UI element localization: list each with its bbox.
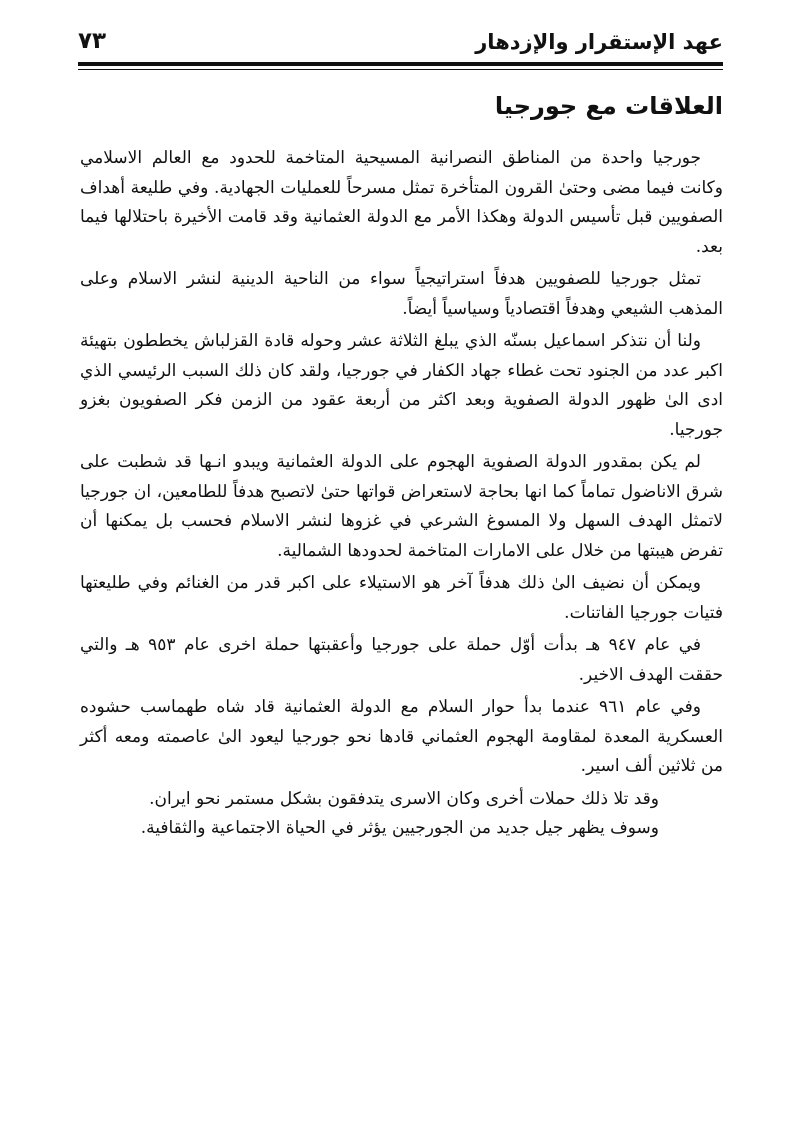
body-text bbox=[80, 144, 723, 844]
paragraph: ويمكن أن نضيف الىٰ ذلك هدفاً آخر هو الاستيلاء على اكبر قدر من الغنائم وفي طليعتها فتيات جورجيا الفاتنات. bbox=[80, 573, 723, 623]
closing-line: وسوف يظهر جيل جديد من الجورجيين يؤثر في الحياة الاجتماعية والثقافية. bbox=[140, 818, 659, 838]
paragraph: ولنا أن نتذكر اسماعيل بسنّه الذي يبلغ الثلاثة عشر وحوله قادة القزلباش يخططون بتهيئة اكبر عدد من الجنود تحت غطاء جهاد الكفار في جورجيا، ولقد كان ذلك السبب الرئيسي الذي ادى الىٰ ظهور الدولة الصفوية وبعد اكثر من أربعة عقود من الزمن فكر الصفويون بغزو جورجيا. bbox=[80, 331, 723, 440]
running-header-title: عهد الإستقرار والإزدهار bbox=[475, 30, 723, 54]
closing-line: وقد تلا ذلك حملات أخرى وكان الاسرى يتدفقون بشكل مستمر نحو ايران. bbox=[149, 788, 659, 809]
paragraph: وفي عام ٩٦١ عندما بدأ حوار السلام مع الدولة العثمانية قاد شاه طهماسب حشوده العسكرية المعدة لمقاومة الهجوم العثماني قادها نحو جورجيا ليعود الىٰ عاصمته ومعه أكثر من ثلاثين ألف اسير. bbox=[80, 697, 723, 776]
header-rule-thin bbox=[78, 69, 723, 70]
paragraph: تمثل جورجيا للصفويين هدفاً استراتيجياً سواء من الناحية الدينية لنشر الاسلام وعلى المذهب الشيعي وهدفاً اقتصادياً وسياسياً أيضاً. bbox=[80, 269, 723, 319]
section-title: العلاقات مع جورجيا bbox=[494, 92, 723, 120]
paragraph: جورجيا واحدة من المناطق النصرانية المسيحية المتاخمة للحدود مع العالم الاسلامي وكانت فيما مضى وحتىٰ القرون المتأخرة تمثل مسرحاً للعمليات الجهادية. وفي طليعة أهداف الصفويين قبل تأسيس الدولة وهكذا الأمر مع الدولة العثمانية وقد قامت الأخيرة باحتلالها فيما بعد. bbox=[80, 148, 723, 257]
header-rule-thick bbox=[78, 62, 723, 66]
paragraph: لم يكن بمقدور الدولة الصفوية الهجوم على الدولة العثمانية ويبدو انـها قد شطبت على شرق الاناضول تماماً كما انها بحاجة لاستعراض قواتها حتىٰ لاتصبح هدفاً للطامعين، ان جورجيا لاتمثل الهدف السهل ولا المسوغ الشرعي في غزوها لنشر الاسلام فحسب بل يمكنها أن تفرض هيبتها من خلال على الامارات المتاخمة لحدودها الشمالية. bbox=[80, 452, 723, 561]
page-number: ٧٣ bbox=[78, 28, 107, 54]
running-header bbox=[78, 26, 723, 62]
paragraph: في عام ٩٤٧ هـ بدأت أوّل حملة على جورجيا وأعقبتها حملة اخرى عام ٩٥٣ هـ والتي حققت الهدف الاخير. bbox=[80, 635, 723, 685]
